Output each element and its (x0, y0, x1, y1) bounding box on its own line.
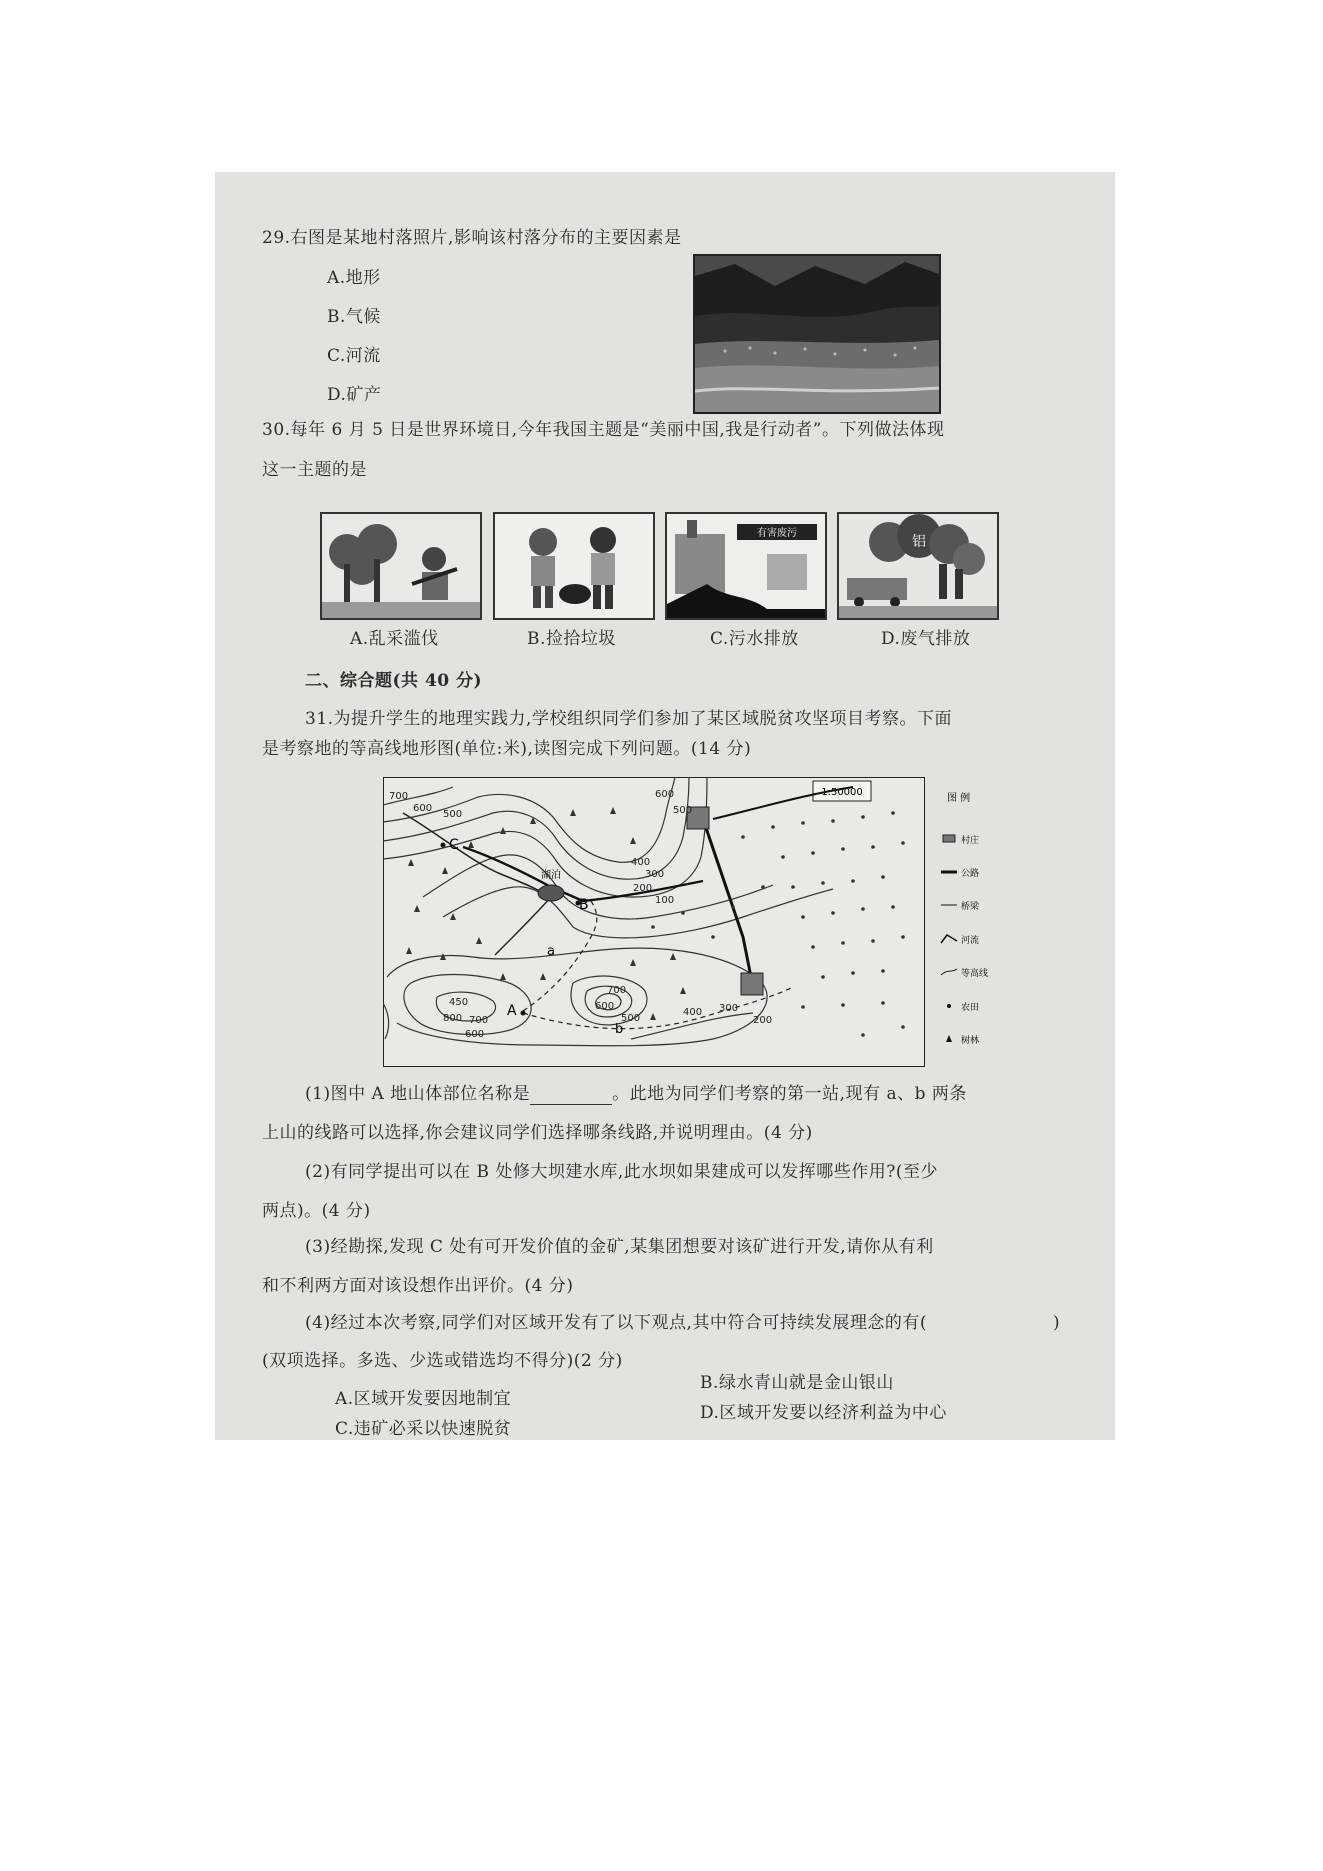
cartoon-sewage (665, 512, 827, 620)
legend-river: 河流 (961, 936, 980, 946)
contour-label-200: 200 (633, 883, 653, 894)
cartoon-logging (320, 512, 482, 620)
q31-option-b: B.绿水青山就是金山银山 (700, 1373, 894, 1393)
q31-sub4-paren: ) (1053, 1313, 1061, 1333)
contour-label-400: 400 (631, 857, 651, 868)
q31-option-c: C.违矿必采以快速脱贫 (335, 1419, 512, 1439)
contour-label-500c: 500 (621, 1013, 641, 1024)
q29-stem: 29.右图是某地村落照片,影响该村落分布的主要因素是 (262, 228, 682, 248)
legend-village: 村庄 (961, 836, 980, 846)
q30-option-d: D.废气排放 (881, 629, 971, 649)
contour-label-600c: 600 (595, 1001, 615, 1012)
q31-sub1-part-b: 。此地为同学们考察的第一站,现有 a、b 两条 (612, 1084, 967, 1104)
map-legend (935, 777, 1015, 1067)
q30-stem-line2: 这一主题的是 (262, 460, 367, 480)
q31-sub4-line1: (4)经过本次考察,同学们对区域开发有了以下观点,其中符合可持续发展理念的有( (305, 1313, 928, 1333)
contour-label-300b: 300 (719, 1003, 739, 1014)
q31-option-d: D.区域开发要以经济利益为中心 (700, 1403, 947, 1423)
contour-label-300: 300 (645, 869, 665, 880)
map-scale: 1:50000 (821, 787, 863, 798)
q30-option-c: C.污水排放 (710, 629, 799, 649)
legend-forest: 树林 (961, 1036, 980, 1046)
q31-sub3-line1: (3)经勘探,发现 C 处有可开发价值的金矿,某集团想要对该矿进行开发,请你从有利 (305, 1237, 934, 1257)
contour-label-500: 500 (443, 809, 463, 820)
q29-option-b: B.气候 (327, 307, 381, 327)
q31-sub1-line1 (305, 1083, 967, 1105)
map-lake-label: 湖泊 (541, 870, 561, 881)
contour-label-200b: 200 (753, 1015, 773, 1026)
q29-option-c: C.河流 (327, 346, 381, 366)
legend-title: 图 例 (947, 793, 971, 804)
sewage-sign-text: 有害废污 (757, 528, 797, 539)
q30-option-a: A.乱采滥伐 (350, 629, 439, 649)
point-a-label: A (507, 1003, 517, 1019)
answer-blank[interactable] (530, 1088, 612, 1105)
q31-sub2-line1: (2)有同学提出可以在 B 处修大坝建水库,此水坝如果建成可以发挥哪些作用?(至少 (305, 1162, 939, 1182)
exam-page (215, 172, 1115, 1440)
contour-label-100: 100 (655, 895, 675, 906)
q31-sub4-line2: (双项选择。多选、少选或错选均不得分)(2 分) (262, 1351, 623, 1371)
q31-stem-line1: 31.为提升学生的地理实践力,学校组织同学们参加了某区域脱贫攻坚项目考察。下面 (305, 709, 952, 729)
q29-option-d: D.矿产 (327, 385, 382, 405)
contour-label-500b: 500 (673, 805, 693, 816)
exhaust-cloud-text: 铝 (912, 534, 926, 550)
q31-sub2-line2: 两点)。(4 分) (262, 1201, 371, 1221)
q29-option-a: A.地形 (327, 268, 381, 288)
contour-label-700c: 700 (469, 1015, 489, 1026)
contour-label-600d: 600 (465, 1029, 485, 1040)
village-photo (693, 254, 941, 414)
q31-option-a: A.区域开发要因地制宜 (335, 1389, 512, 1409)
q31-sub3-line2: 和不利两方面对该设想作出评价。(4 分) (262, 1276, 574, 1296)
route-b-label: b (615, 1022, 624, 1037)
contour-label-800: 800 (443, 1013, 463, 1024)
q30-stem-line1: 30.每年 6 月 5 日是世界环境日,今年我国主题是“美丽中国,我是行动者”。下列做法体现 (262, 420, 945, 440)
contour-label-400b: 400 (683, 1007, 703, 1018)
cartoon-picking-litter (493, 512, 655, 620)
cartoon-exhaust (837, 512, 999, 620)
contour-label-600: 600 (413, 803, 433, 814)
legend-road: 公路 (961, 869, 980, 879)
contour-label-450: 450 (449, 997, 469, 1008)
q31-stem-line2: 是考察地的等高线地形图(单位:米),读图完成下列问题。(14 分) (262, 739, 752, 759)
route-a-label: a (547, 944, 555, 959)
point-c-label: C (449, 837, 459, 853)
contour-label-700b: 700 (607, 985, 627, 996)
q31-sub1-line2: 上山的线路可以选择,你会建议同学们选择哪条线路,并说明理由。(4 分) (262, 1123, 813, 1143)
q31-sub1-part-a: (1)图中 A 地山体部位名称是 (305, 1084, 531, 1104)
legend-contour: 等高线 (961, 969, 989, 979)
contour-label-700: 700 (389, 791, 409, 802)
section2-title: 二、综合题(共 40 分) (305, 671, 483, 691)
legend-farmland: 农田 (961, 1003, 980, 1013)
point-b-label: B (579, 897, 589, 913)
contour-label-600b: 600 (655, 789, 675, 800)
q30-option-b: B.捡拾垃圾 (527, 629, 616, 649)
legend-bridge: 桥梁 (961, 902, 980, 912)
contour-map (383, 777, 925, 1067)
